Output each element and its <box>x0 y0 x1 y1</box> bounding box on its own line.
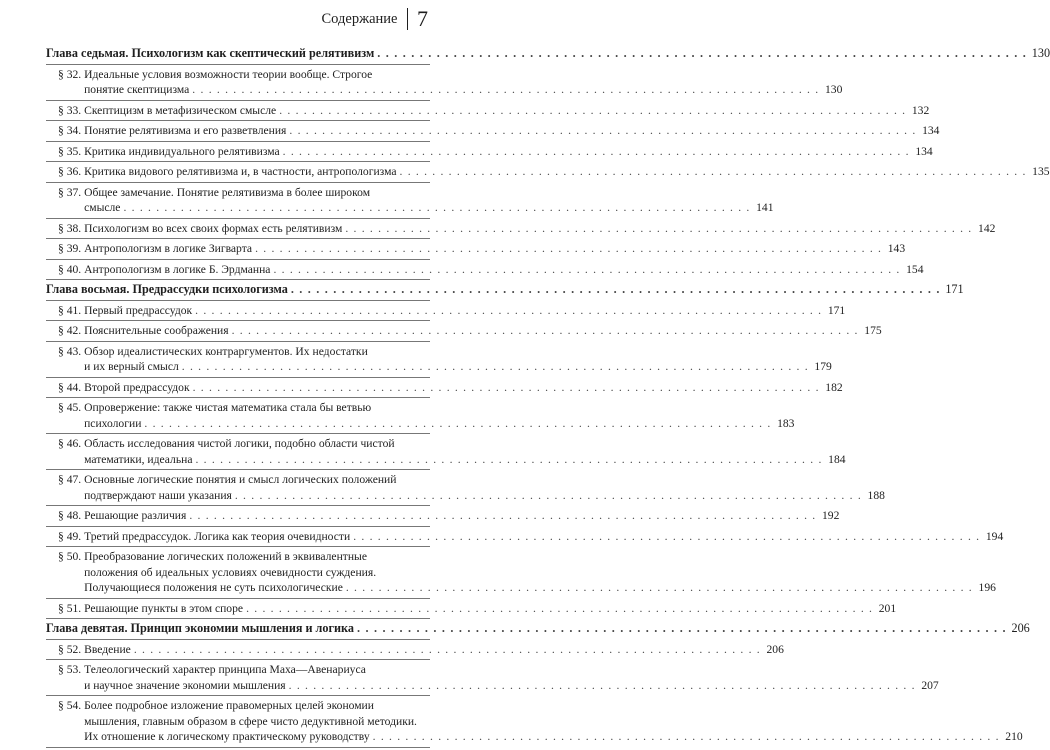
dot-leader <box>235 488 862 504</box>
toc-entry-text <box>84 642 784 658</box>
toc-entry-line <box>84 380 843 396</box>
toc-separator-rule <box>46 120 430 121</box>
toc-section-entry[interactable] <box>58 508 840 524</box>
toc-entry-title: смысле <box>84 201 121 214</box>
toc-page-number: 206 <box>1011 621 1030 635</box>
toc-entry-title: Их отношение к логическому практическому руководству <box>84 730 370 743</box>
toc-section-entry[interactable] <box>58 262 924 278</box>
toc-entry-title: Телеологический характер принципа Маха—Авенариуса <box>84 663 366 676</box>
toc-section-entry[interactable] <box>58 549 996 596</box>
toc-entry-line <box>84 82 842 98</box>
dot-leader <box>193 380 820 396</box>
toc-entry-title: мышления, главным образом в сфере чисто дедуктивной методики. <box>84 714 417 728</box>
toc-entry-title: Более подробное изложение правомерных целей экономии <box>84 699 374 712</box>
toc-entry-line <box>84 262 923 278</box>
toc-separator-rule <box>46 618 430 619</box>
toc-entry-line <box>46 282 964 298</box>
toc-entry-text <box>84 262 923 278</box>
section-number: § 32. <box>58 67 85 81</box>
toc-entry-line <box>84 103 929 119</box>
header-section-title: Содержание <box>321 10 398 27</box>
toc-entry-line <box>84 185 773 201</box>
toc-entry-title: Антропологизм в логике Зигварта <box>84 242 253 255</box>
toc-entry-title: Первый предрассудок <box>84 303 193 317</box>
toc-entry-line <box>84 565 996 581</box>
dot-leader <box>134 642 761 658</box>
dot-leader <box>279 103 906 119</box>
toc-section-entry[interactable] <box>58 144 933 160</box>
table-of-contents <box>46 46 1050 750</box>
toc-entry-line <box>84 400 794 416</box>
section-number: § 51. <box>58 601 85 615</box>
toc-page-number: 135 <box>1032 165 1050 178</box>
toc-entry-title: Критика видового релятивизма и, в частности, антропологизма <box>84 165 397 178</box>
toc-entry-line <box>84 344 832 360</box>
toc-entry-title: Область исследования чистой логики, подобно области чистой <box>84 437 395 450</box>
dot-leader <box>373 729 1000 745</box>
toc-entry-text <box>84 549 996 596</box>
toc-separator-rule <box>46 526 430 527</box>
toc-page-number: 143 <box>887 242 906 255</box>
toc-section-entry[interactable] <box>58 323 882 339</box>
toc-entry-title: Глава седьмая. Психологизм как скептический релятивизм <box>46 46 375 60</box>
toc-entry-text <box>84 144 933 160</box>
toc-separator-rule <box>46 64 430 65</box>
toc-separator-rule <box>46 397 430 398</box>
toc-chapter-entry[interactable] <box>46 621 1030 637</box>
toc-entry-line <box>46 46 1050 62</box>
dot-leader <box>400 164 1027 180</box>
toc-chapter-entry[interactable] <box>46 46 1050 62</box>
toc-page-number: 141 <box>756 201 774 214</box>
section-number: § 36. <box>58 165 85 178</box>
toc-entry-title: Введение <box>84 642 131 656</box>
dot-leader <box>346 580 973 596</box>
dot-leader <box>291 282 941 298</box>
toc-entry-line <box>84 678 939 694</box>
toc-page-number: 130 <box>824 83 843 96</box>
toc-entry-text <box>84 380 843 396</box>
toc-page-number: 196 <box>978 581 996 594</box>
dot-leader <box>255 241 882 257</box>
section-number: § 34. <box>58 124 85 137</box>
section-number: § 42. <box>58 324 85 337</box>
section-number: § 53. <box>58 663 85 676</box>
toc-separator-rule <box>46 218 430 219</box>
section-number: § 37. <box>58 185 85 199</box>
toc-entry-text <box>84 508 839 524</box>
toc-entry-title: Решающие различия <box>84 509 187 522</box>
toc-separator-rule <box>46 141 430 142</box>
section-number: § 49. <box>58 529 85 543</box>
toc-entry-line <box>84 200 773 216</box>
toc-separator-rule <box>46 259 430 260</box>
toc-section-entry[interactable] <box>58 185 774 216</box>
toc-entry-title: положения об идеальных условиях очевидности суждения. <box>84 565 377 579</box>
toc-entry-text <box>84 241 905 257</box>
toc-section-entry[interactable] <box>58 380 843 396</box>
toc-entry-line <box>84 729 1023 745</box>
section-number: § 54. <box>58 699 85 712</box>
toc-entry-line <box>84 472 885 488</box>
toc-separator-rule <box>46 598 430 599</box>
section-number: § 33. <box>58 103 85 117</box>
toc-separator-rule <box>46 377 430 378</box>
toc-entry-title: Пояснительные соображения <box>84 324 229 337</box>
toc-entry-text <box>84 103 929 119</box>
toc-separator-rule <box>46 639 430 640</box>
toc-entry-title: психологии <box>84 416 142 430</box>
section-number: § 38. <box>58 221 85 235</box>
dot-leader <box>144 416 771 432</box>
toc-entry-text <box>84 436 845 467</box>
toc-section-entry[interactable] <box>58 472 885 503</box>
section-number: § 44. <box>58 380 85 394</box>
toc-entry-title: понятие скептицизма <box>84 83 190 96</box>
section-number: § 43. <box>58 344 85 358</box>
toc-separator-rule <box>46 182 430 183</box>
toc-page-number: 132 <box>911 103 930 117</box>
dot-leader <box>189 508 816 524</box>
toc-separator-rule <box>46 341 430 342</box>
toc-page-number: 134 <box>922 124 940 137</box>
toc-entry-line <box>84 323 882 339</box>
section-number: § 40. <box>58 262 85 276</box>
toc-page-number: 194 <box>985 529 1004 543</box>
toc-page-number: 175 <box>864 324 882 337</box>
toc-entry-text <box>84 698 1023 745</box>
toc-entry-text <box>84 123 939 139</box>
dot-leader <box>289 123 916 139</box>
toc-separator-rule <box>46 659 430 660</box>
toc-entry-line <box>84 436 845 452</box>
toc-section-entry[interactable] <box>58 303 846 319</box>
toc-page-number: 206 <box>766 642 784 656</box>
dot-leader <box>377 46 1027 62</box>
toc-entry-text <box>84 662 939 693</box>
toc-entry-text <box>46 621 1030 637</box>
toc-entry-text <box>84 164 1049 180</box>
section-number: § 48. <box>58 509 85 522</box>
toc-entry-text <box>84 472 885 503</box>
toc-entry-line <box>84 508 839 524</box>
toc-entry-title: Опровержение: также чистая математика стала бы ветвью <box>84 401 372 414</box>
toc-entry-line <box>46 621 1030 637</box>
dot-leader <box>182 359 809 375</box>
toc-separator-rule <box>46 747 430 748</box>
section-number: § 45. <box>58 401 85 414</box>
toc-entry-title: математики, идеальна <box>84 452 193 466</box>
toc-page-number: 183 <box>777 416 795 430</box>
toc-page-number: 171 <box>945 282 964 296</box>
toc-entry-title: Глава восьмая. Предрассудки психологизма <box>46 282 288 296</box>
toc-entry-title: подтверждают наши указания <box>84 488 232 502</box>
toc-entry-text <box>84 400 794 431</box>
toc-entry-line <box>84 488 885 504</box>
toc-section-entry[interactable] <box>58 698 1023 745</box>
toc-page-number: 201 <box>878 601 897 615</box>
toc-entry-title: и научное значение экономии мышления <box>84 678 286 692</box>
toc-entry-line <box>84 529 1003 545</box>
toc-entry-line <box>84 221 995 237</box>
section-number: § 41. <box>58 303 85 317</box>
toc-entry-line <box>84 662 939 678</box>
toc-entry-title: и их верный смысл <box>84 360 179 373</box>
dot-leader <box>345 221 972 237</box>
toc-entry-title: Критика индивидуального релятивизма <box>84 144 280 158</box>
toc-page-number: 188 <box>867 488 885 502</box>
toc-separator-rule <box>46 300 430 301</box>
toc-entry-title: Решающие пункты в этом споре <box>84 601 244 615</box>
toc-page-number: 134 <box>915 144 933 158</box>
toc-entry-line <box>84 164 1049 180</box>
section-number: § 50. <box>58 550 85 563</box>
toc-entry-title: Скептицизм в метафизическом смысле <box>84 103 277 117</box>
toc-entry-line <box>84 601 896 617</box>
toc-entry-title: Обзор идеалистических контраргументов. Их недостатки <box>84 344 368 358</box>
toc-section-entry[interactable] <box>58 103 930 119</box>
toc-entry-title: Основные логические понятия и смысл логических положений <box>84 473 397 486</box>
toc-entry-line <box>84 452 845 468</box>
toc-entry-title: Получающиеся положения не суть психологические <box>84 581 343 594</box>
section-number: § 47. <box>58 473 85 486</box>
dot-leader <box>195 452 822 468</box>
dot-leader <box>195 303 822 319</box>
toc-entry-title: Идеальные условия возможности теории вообще. Строгое <box>84 67 373 81</box>
toc-separator-rule <box>46 505 430 506</box>
toc-separator-rule <box>46 546 430 547</box>
toc-separator-rule <box>46 161 430 162</box>
toc-entry-line <box>84 67 842 83</box>
toc-entry-line <box>84 698 1023 714</box>
toc-entry-title: Глава девятая. Принцип экономии мышления и логика <box>46 621 354 635</box>
toc-entry-title: Антропологизм в логике Б. Эрдманна <box>84 262 271 276</box>
toc-entry-line <box>84 303 845 319</box>
toc-entry-line <box>84 359 832 375</box>
toc-entry-line <box>84 241 905 257</box>
toc-section-entry[interactable] <box>58 221 996 237</box>
toc-page-number: 142 <box>978 221 996 235</box>
toc-page-number: 171 <box>827 303 846 317</box>
toc-entry-title: Второй предрассудок <box>84 380 190 394</box>
toc-section-entry[interactable] <box>58 344 832 375</box>
section-number: § 52. <box>58 642 85 656</box>
toc-chapter-entry[interactable] <box>46 282 964 298</box>
dot-leader <box>192 82 819 98</box>
toc-entry-title: Преобразование логических положений в эквивалентные <box>84 550 367 563</box>
toc-entry-line <box>84 144 933 160</box>
toc-separator-rule <box>46 238 430 239</box>
dot-leader <box>353 529 980 545</box>
toc-entry-text <box>84 323 882 339</box>
toc-section-entry[interactable] <box>58 67 843 98</box>
toc-page-number: 182 <box>825 380 843 394</box>
toc-entry-line <box>84 642 784 658</box>
toc-separator-rule <box>46 279 430 280</box>
toc-page-number: 210 <box>1005 730 1023 743</box>
section-number: § 35. <box>58 144 85 158</box>
toc-entry-title: Понятие релятивизма и его разветвления <box>84 124 287 137</box>
toc-entry-line <box>84 416 794 432</box>
toc-entry-text <box>84 529 1003 545</box>
toc-separator-rule <box>46 100 430 101</box>
toc-entry-text <box>84 67 842 98</box>
toc-section-entry[interactable] <box>58 164 1050 180</box>
toc-page-number: 130 <box>1031 46 1050 60</box>
toc-separator-rule <box>46 695 430 696</box>
toc-entry-line <box>84 549 996 565</box>
toc-entry-text <box>84 303 845 319</box>
dot-leader <box>123 200 750 216</box>
toc-separator-rule <box>46 433 430 434</box>
toc-page-number: 154 <box>906 262 924 276</box>
toc-entry-line <box>84 714 1023 730</box>
toc-section-entry[interactable] <box>58 241 906 257</box>
toc-section-entry[interactable] <box>58 529 1004 545</box>
toc-entry-text <box>46 46 1050 62</box>
toc-separator-rule <box>46 320 430 321</box>
toc-entry-line <box>84 123 939 139</box>
toc-entry-title: Третий предрассудок. Логика как теория очевидности <box>84 529 351 543</box>
dot-leader <box>283 144 910 160</box>
toc-entry-text <box>84 344 832 375</box>
toc-entry-line <box>84 580 996 596</box>
toc-page-number: 207 <box>921 678 939 692</box>
page-number: 7 <box>417 6 428 31</box>
dot-leader <box>357 621 1007 637</box>
section-number: § 39. <box>58 242 85 255</box>
toc-section-entry[interactable] <box>58 662 939 693</box>
section-number: § 46. <box>58 437 85 450</box>
dot-leader <box>289 678 916 694</box>
header-divider <box>407 8 409 30</box>
toc-entry-title: Психологизм во всех своих формах есть релятивизм <box>84 221 343 235</box>
toc-section-entry[interactable] <box>58 642 784 658</box>
toc-entry-title: Общее замечание. Понятие релятивизма в более широком <box>84 185 371 199</box>
toc-entry-text <box>84 221 995 237</box>
running-header <box>322 8 428 30</box>
toc-section-entry[interactable] <box>58 601 897 617</box>
toc-section-entry[interactable] <box>58 400 795 431</box>
toc-separator-rule <box>46 469 430 470</box>
toc-page-number: 179 <box>814 360 832 373</box>
toc-entry-text <box>84 601 896 617</box>
toc-entry-text <box>46 282 964 298</box>
toc-page-number: 184 <box>828 452 846 466</box>
toc-section-entry[interactable] <box>58 436 846 467</box>
dot-leader <box>246 601 873 617</box>
dot-leader <box>232 323 859 339</box>
dot-leader <box>273 262 900 278</box>
toc-section-entry[interactable] <box>58 123 940 139</box>
toc-entry-text <box>84 185 773 216</box>
toc-page-number: 192 <box>822 509 840 522</box>
